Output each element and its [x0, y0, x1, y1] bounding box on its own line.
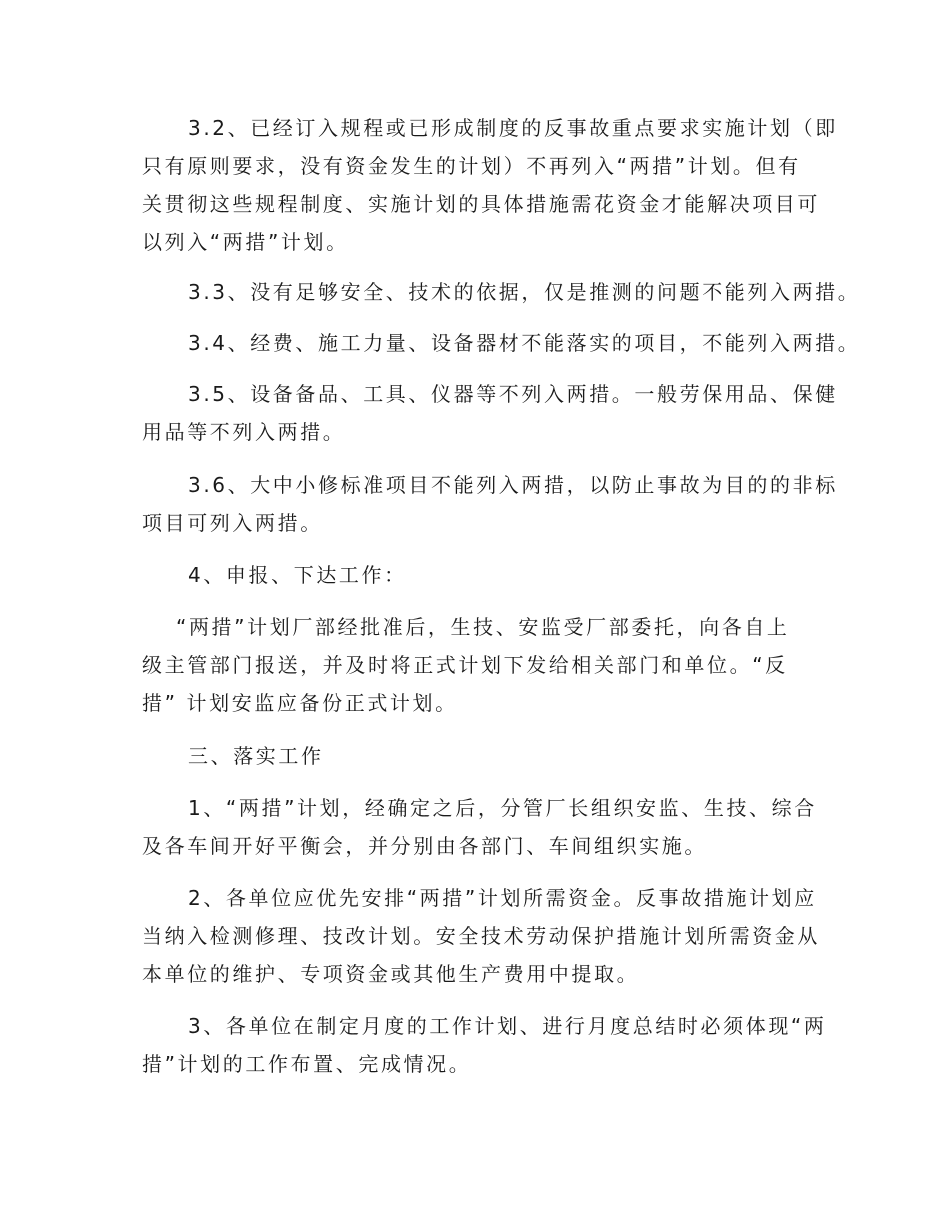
text-line: 及各车间开好平衡会，并分别由各部门、车间组织实施。 — [142, 834, 707, 858]
text-line: 3、各单位在制定月度的工作计划、进行月度总结时必须体现“两 — [188, 1014, 827, 1038]
text-line: “两措”计划厂部经批准后，生技、安监受厂部委托，向各自上 — [176, 615, 790, 639]
text-line: 措” 计划安监应备份正式计划。 — [142, 691, 458, 715]
text-line: 用品等不列入两措。 — [142, 420, 346, 444]
text-line: 3.6、大中小修标准项目不能列入两措，以防止事故为目的的非标 — [188, 473, 838, 497]
text-line: 级主管部门报送，并及时将正式计划下发给相关部门和单位。“反 — [142, 653, 788, 677]
text-line: 3.5、设备备品、工具、仪器等不列入两措。一般劳保用品、保健 — [188, 382, 838, 406]
text-line: 3.3、没有足够安全、技术的依据，仅是推测的问题不能列入两措。 — [188, 280, 861, 304]
section-heading: 三、落实工作 — [188, 744, 324, 768]
text-line: 1、“两措”计划，经确定之后，分管厂长组织安监、生技、综合 — [188, 796, 817, 820]
text-line: 只有原则要求，没有资金发生的计划）不再列入“两措”计划。但有 — [142, 154, 801, 178]
text-line: 3.2、已经订入规程或已形成制度的反事故重点要求实施计划（即 — [188, 116, 838, 140]
text-line: 当纳入检测修理、技改计划。安全技术劳动保护措施计划所需资金从 — [142, 924, 820, 948]
text-line: 本单位的维护、专项资金或其他生产费用中提取。 — [142, 962, 640, 986]
text-line: 项目可列入两措。 — [142, 511, 323, 535]
text-line: 3.4、经费、施工力量、设备器材不能落实的项目，不能列入两措。 — [188, 331, 861, 355]
text-line: 以列入“两措”计划。 — [142, 230, 349, 254]
text-line: 关贯彻这些规程制度、实施计划的具体措施需花资金才能解决项目可 — [142, 192, 820, 216]
text-line: 2、各单位应优先安排“两措”计划所需资金。反事故措施计划应 — [188, 886, 817, 910]
text-line: 措”计划的工作布置、完成情况。 — [142, 1052, 472, 1076]
text-line: 4、申报、下达工作： — [188, 563, 407, 587]
